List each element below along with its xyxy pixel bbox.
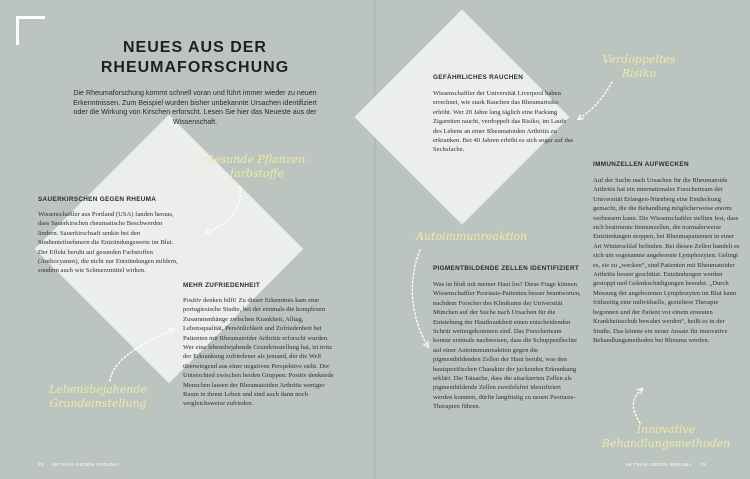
heading-haut: PIGMENTBILDENDE ZELLEN IDENTIFIZIERT: [433, 265, 580, 272]
text-immunzellen: Auf der Suche nach Ursachen für die Rheumatoide Arthritis hat ein internationales Forscherteam der Universität Erlangen-Nürnberg eine Entdeckung gemacht, die die Behandlung möglicherweise enorm verbessern kann. Die Wissenschaftler stellten fest, dass sich bestimmte Immunzellen, die normalerweise Entzündungen stoppen, bei Rheumapatienten in einer Art Winterschlaf befinden. Bei diesen Zellen handelt es sich um sogenannte angeborene Lymphozyten. Gelingt es, sie zu „wecken“, sind Patienten mit Rheumatoider Arthritis besser geschützt. Entzündungen werden gestoppt und Gelenkschädigungen beendet. „Durch Messung der angeborenen Lymphozyten im Blut kann frühzeitig eine individuelle, gezieltere Therapie begonnen und der Patient vor einem erneuten Krankheitsschub bewahrt werden“, heißt es in der Studie. Das könnte ein neuer Ansatz für innovative Behandlungsmethoden bei Rheuma werden.: [593, 177, 740, 344]
heading-rauchen: GEFÄHRLICHES RAUCHEN: [433, 74, 524, 81]
footer-label-left: IM TEAM GEGEN RHEUMA: [52, 462, 119, 467]
text-sauerkirschen: Wissenschaftler aus Portland (USA) fanden heraus, dass Sauerkirschen rheumatische Beschwerden lindern. Sauerkirschsaft senkte bei den Studienteilnehmern die Entzündungswerte im Blut. Der Effekt beruht auf gesunden Farbstoffen (Anthocyanen), die nicht nur Entzündungen mildern, sondern auch wie Schmerzmittel wirken.: [38, 211, 178, 275]
annotation-line: Risiko: [621, 67, 657, 80]
arrow-autoimmun: [412, 250, 427, 345]
title-line-2: RHEUMAFORSCHUNG: [100, 59, 290, 76]
footer-label-right: IM TEAM GEGEN RHEUMA: [626, 462, 692, 467]
arrow-risiko: [580, 82, 612, 118]
footer-left: [38, 462, 118, 467]
annotation-line: Lebensbejahende: [49, 383, 147, 396]
text-rauchen: Wissenschaftler der Universität Liverpool haben errechnet, wie stark Rauchen das Rheumarisiko erhöht. Wer 20 Jahre lang täglich eine Packung Zigaretten raucht, verdoppelt das Risiko, im Laufe des Lebens an einer Rheumatoiden Arthritis zu erkranken. Bei 40 Jahren erhöht es sich sogar auf das Sechsfache.: [433, 90, 574, 154]
annotation-line: Verdoppeltes: [602, 53, 676, 66]
intro-text: Die Rheumaforschung kommt schnell voran und führt immer wieder zu neuen Erkenntnissen. Zum Beispiel wurden bisher unbekannte Ursachen identifiziert oder die Wirkung von Kirschen erforscht. Lesen Sie hier das Neueste aus der Wissenschaft.: [73, 89, 317, 127]
annotation-line: Autoimmunreaktion: [416, 230, 528, 243]
annotation-line: Behandlungsmethoden: [601, 437, 731, 450]
arrow-behandlung: [633, 390, 641, 423]
footer-right: [626, 462, 706, 467]
heading-zufriedenheit: MEHR ZUFRIEDENHEIT: [183, 282, 261, 289]
annotation-line: farbstoffe: [230, 167, 284, 180]
heading-sauerkirschen: SAUERKIRSCHEN GEGEN RHEUMA: [38, 196, 157, 203]
text-zufriedenheit: Positiv denken hilft! Zu dieser Erkenntnis kam eine portugiesische Studie, bei der erstmals die komplexen Zusammenhänge zwischen Krankheit, Alltag, Lebensqualität, Persönlichkeit und Zufriedenheit bei Patienten mit Rheumatoider Arthritis erforscht wurden. Wer eine lebensbejahende Grundeinstellung hat, ist trotz der Erkrankung zufriedener als jemand, der die Welt überwiegend aus einer negativen Perspektive sieht. Der Unterschied zwischen beiden Gruppen: Positiv denkende Menschen lassen der Rheumatoiden Arthritis weniger Raum in ihrem Leben und sind auch dann noch vergleichsweise zufrieden.: [183, 297, 334, 408]
heading-immunzellen: IMMUNZELLEN AUFWECKEN: [593, 161, 689, 168]
arrow-pflanzen: [208, 187, 240, 232]
title-line-1: NEUES AUS DER: [123, 39, 267, 56]
arrow-grundeinstellung: [110, 330, 172, 381]
annotation-line: Grundeinstellung: [49, 397, 147, 410]
text-haut: Was ist bloß mit meiner Haut los? Diese Frage können Wissenschaftler Psoriasis-Patienten besser beantworten, nachdem Forscher des Klinikums der Universität München auf der Suche nach Ursachen für die Entstehung der Hautkrankheit einen entscheidenden Schritt weitergekommen sind. Das Forscherteam konnte erstmals nachweisen, dass die Schuppenflechte auf einer Autoimmunreaktion gegen die pigmentbildenden Zellen der Haut beruht, was den hautspezifischen Charakter der juckenden Erkrankung erklärt. Die Tatsache, dass die attackierten Zellen als pigmentbildende Zellen zweifelsfrei identifiziert werden konnten, dürfte langfristig zu neuen Psoriasis-Therapien führen.: [433, 281, 581, 411]
page-number-right: 29: [700, 462, 707, 467]
annotation-line: Innovative: [636, 423, 696, 436]
page-number-left: 28: [38, 462, 44, 467]
annotation-line: Gesunde Pflanzen-: [205, 153, 309, 166]
